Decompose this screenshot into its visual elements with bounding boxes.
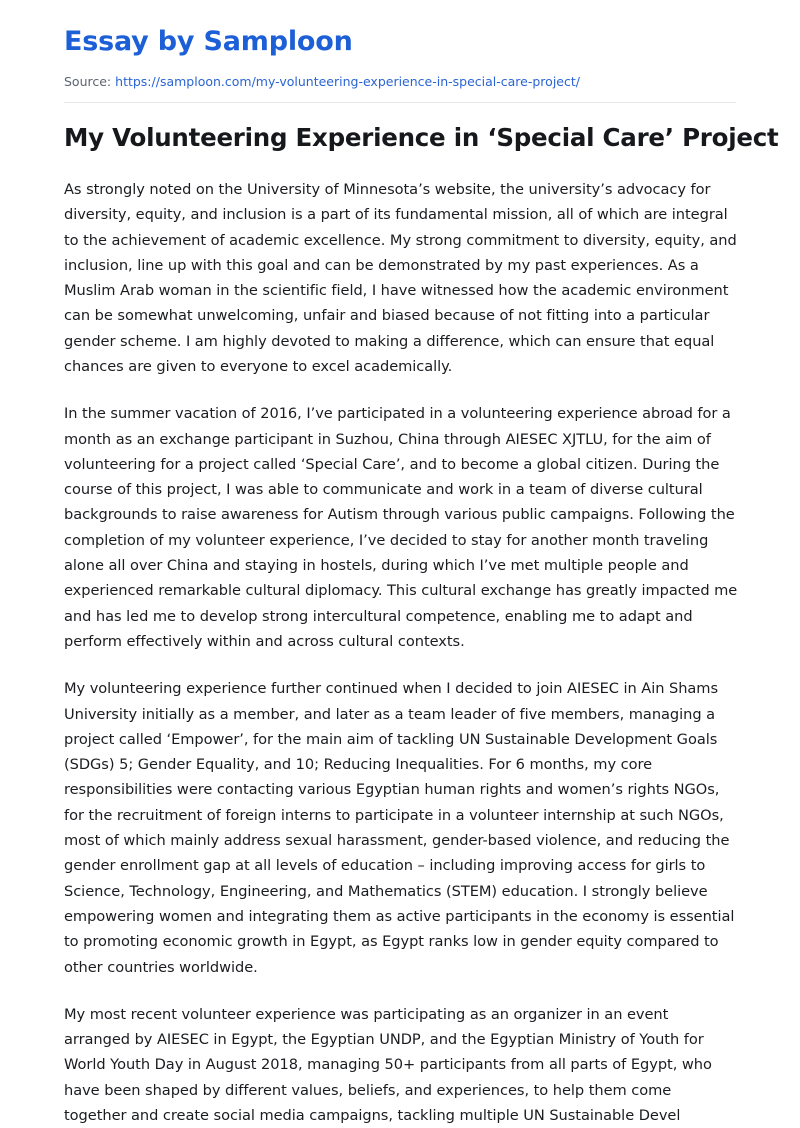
article-body: [64, 177, 736, 1128]
source-label: Source:: [64, 74, 112, 90]
article-paragraph: As strongly noted on the University of Minnesota’s website, the university’s advocacy for diversity, equity, and inclusion is a part of its fundamental mission, all of which are integral to the achievement of academic excellence. My strong commitment to diversity, equity, and inclusion, line up with this goal and can be demonstrated by my past experiences. As a Muslim Arab woman in the scientific field, I have witnessed how the academic environment can be somewhat unwelcoming, unfair and biased because of not fitting into a particular gender scheme. I am highly devoted to making a difference, which can ensure that equal chances are given to everyone to excel academically.: [64, 180, 737, 375]
header-divider: [64, 102, 736, 103]
page-header: [0, 0, 800, 90]
source-line: [64, 74, 736, 90]
article-paragraph: In the summer vacation of 2016, I’ve participated in a volunteering experience abroad for a month as an exchange participant in Suzhou, China through AIESEC XJTLU, for the aim of volunteering for a project called ‘Special Care’, and to become a global citizen. During the course of this project, I was able to communicate and work in a team of diverse cultural backgrounds to raise awareness for Autism through various public campaigns. Following the completion of my volunteer experience, I’ve decided to stay for another month traveling alone all over China and staying in hostels, during which I’ve met multiple people and experienced remarkable cultural diplomacy. This cultural exchange has greatly impacted me and has led me to develop strong intercultural competence, enabling me to adapt and perform effectively within and across cultural contexts.: [64, 405, 738, 650]
article-paragraph: My most recent volunteer experience was participating as an organizer in an event arranged by AIESEC in Egypt, the Egyptian UNDP, and the Egyptian Ministry of Youth for World Youth Day in August 2018, managing 50+ participants from all parts of Egypt, who have been shaped by different values, beliefs, and experiences, to help them come together and create social media campaigns, tackling multiple UN Sustainable Devel: [64, 1005, 712, 1125]
article: [0, 123, 800, 1128]
source-url-link[interactable]: https://samploon.com/my-volunteering-experience-in-special-care-project/: [115, 74, 580, 90]
article-paragraph: My volunteering experience further continued when I decided to join AIESEC in Ain Shams University initially as a member, and later as a team leader of five members, managing a project called ‘Empower’, for the main aim of tackling UN Sustainable Development Goals (SDGs) 5; Gender Equality, and 10; Reducing Inequalities. For 6 months, my core responsibilities were contacting various Egyptian human rights and women’s rights NGOs, for the recruitment of foreign interns to participate in a volunteer internship at such NGOs, most of which mainly address sexual harassment, gender-based violence, and reducing the gender enrollment gap at all levels of education – including improving access for girls to Science, Technology, Engineering, and Mathematics (STEM) education. I strongly believe empowering women and integrating them as active participants in the economy is essential to promoting economic growth in Egypt, as Egypt ranks low in gender equity compared to other countries worldwide.: [64, 680, 735, 976]
site-logo-text: Essay by Samploon: [64, 26, 353, 57]
page-title: My Volunteering Experience in ‘Special Care’ Project: [64, 123, 779, 153]
